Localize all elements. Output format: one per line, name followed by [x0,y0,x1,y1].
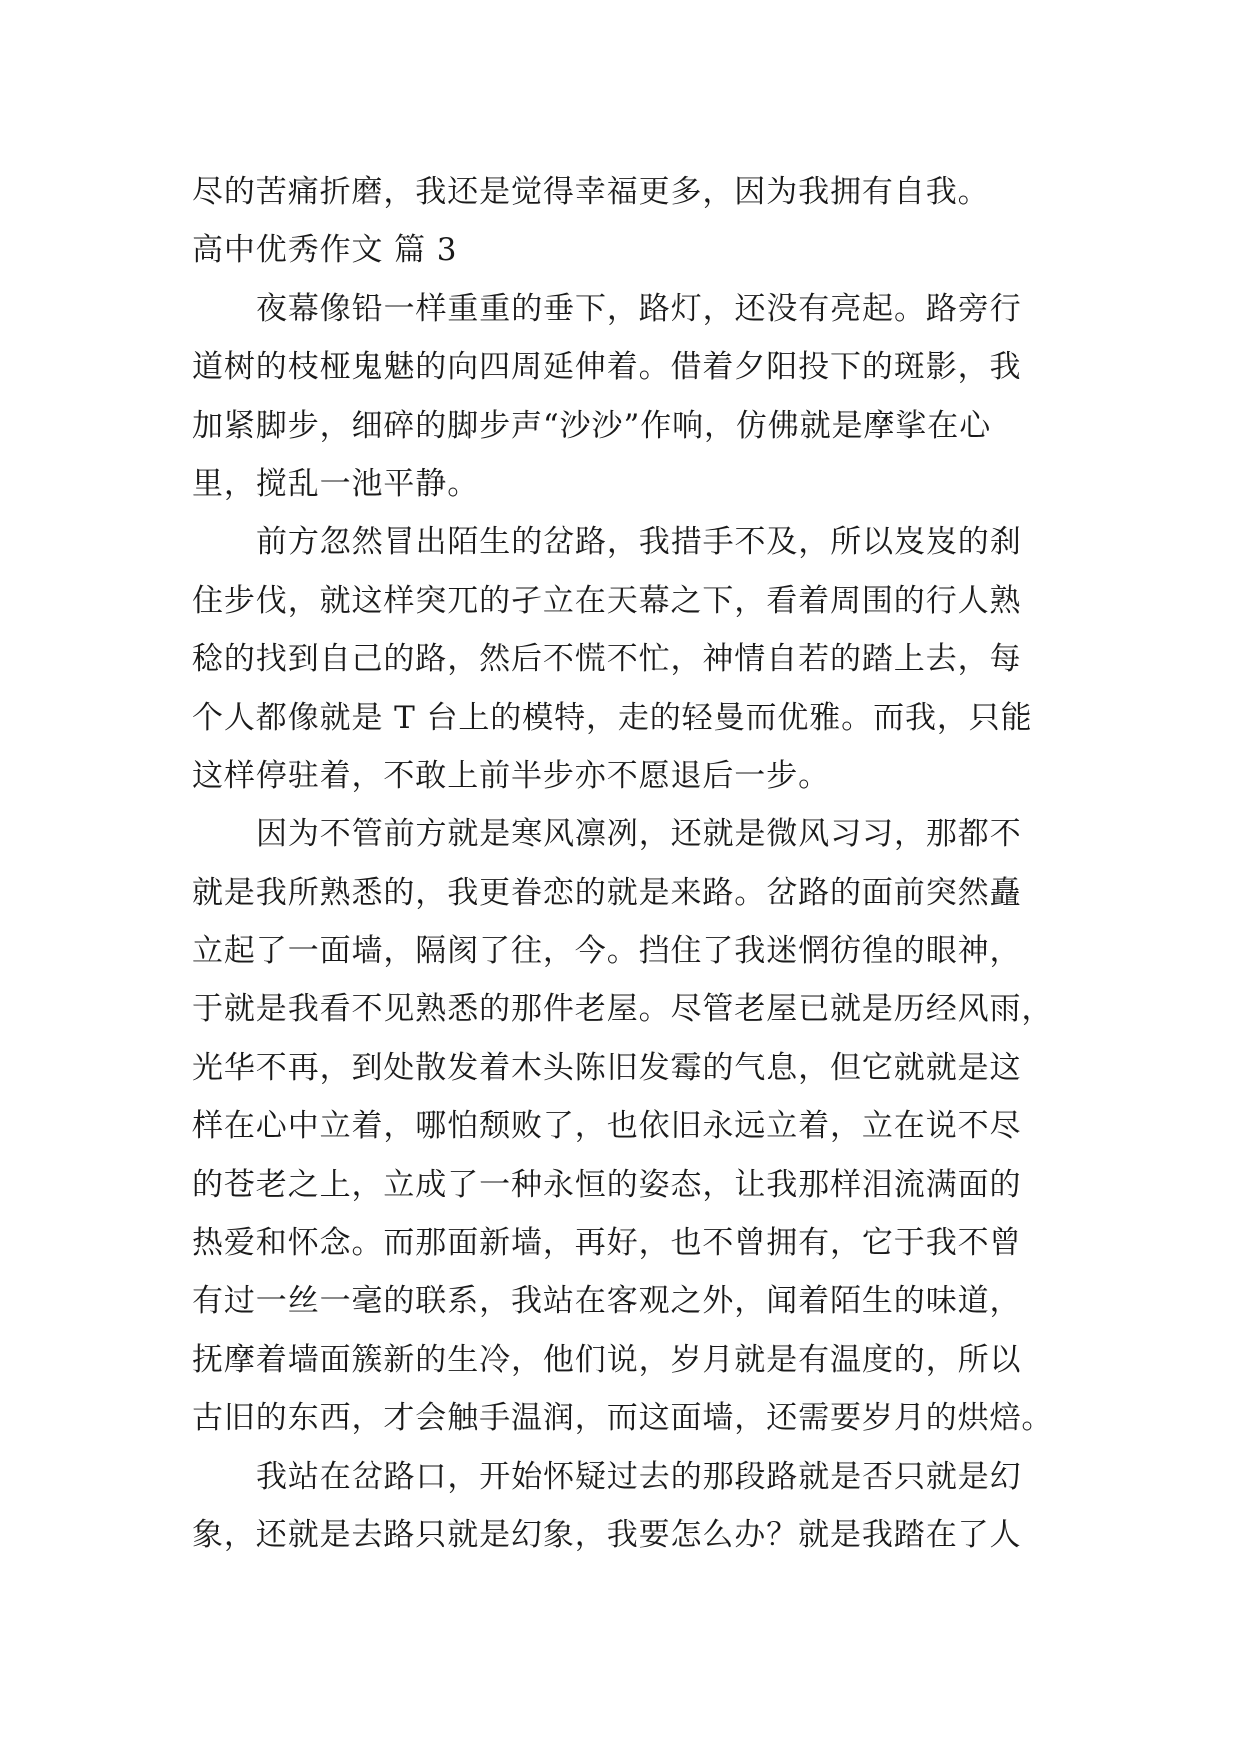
text-line: 稔的找到自己的路，然后不慌不忙，神情自若的踏上去，每 [192,641,1022,678]
document-body [192,163,1054,1564]
text-line: 尽的苦痛折磨，我还是觉得幸福更多，因为我拥有自我。 [192,174,990,210]
text-line: 里，搅乱一池平静。 [192,465,480,502]
paragraph-first-line: 我站在岔路口，开始怀疑过去的那段路就是否只就是幻 [256,1458,1022,1495]
text-line: 就是我所熟悉的，我更眷恋的就是来路。岔路的面前突然矗 [192,874,1022,911]
paragraph-first-line: 夜幕像铅一样重重的垂下，路灯，还没有亮起。路旁行 [256,290,1022,327]
paragraph-first-line: 因为不管前方就是寒风凛冽，还就是微风习习，那都不 [256,816,1022,853]
text-line: 古旧的东西，才会触手温润，而这面墙，还需要岁月的烘焙。 [192,1400,1054,1437]
text-line: 抚摩着墙面簇新的生冷，他们说，岁月就是有温度的，所以 [192,1341,1022,1378]
paragraph-first-line: 前方忽然冒出陌生的岔路，我措手不及，所以岌岌的刹 [256,524,1022,561]
text-line: 象，还就是去路只就是幻象，我要怎么办？就是我踏在了人 [192,1516,1022,1553]
text-line: 有过一丝一毫的联系，我站在客观之外，闻着陌生的味道， [192,1283,1022,1320]
text-line: 热爱和怀念。而那面新墙，再好，也不曾拥有，它于我不曾 [192,1225,1022,1262]
text-line: 道树的枝桠鬼魅的向四周延伸着。借着夕阳投下的斑影，我 [192,349,1022,386]
text-line: 的苍老之上，立成了一种永恒的姿态，让我那样泪流满面的 [192,1166,1022,1203]
text-line: 于就是我看不见熟悉的那件老屋。尽管老屋已就是历经风雨， [192,991,1054,1028]
text-line: 住步伐，就这样突兀的孑立在天幕之下，看着周围的行人熟 [192,582,1022,619]
text-line: 个人都像就是 T 台上的模特，走的轻曼而优雅。而我，只能 [192,699,1033,736]
text-line: 这样停驻着，不敢上前半步亦不愿退后一步。 [192,757,830,794]
text-line: 立起了一面墙，隔阂了往，今。挡住了我迷惘彷徨的眼神， [192,933,1022,970]
text-line: 光华不再，到处散发着木头陈旧发霉的气息，但它就就是这 [192,1049,1022,1086]
section-heading: 高中优秀作文 篇 3 [192,232,458,269]
text-line: 样在心中立着，哪怕颓败了，也依旧永远立着，立在说不尽 [192,1108,1022,1145]
text-line: 加紧脚步，细碎的脚步声“沙沙”作响，仿佛就是摩挲在心 [192,407,992,444]
